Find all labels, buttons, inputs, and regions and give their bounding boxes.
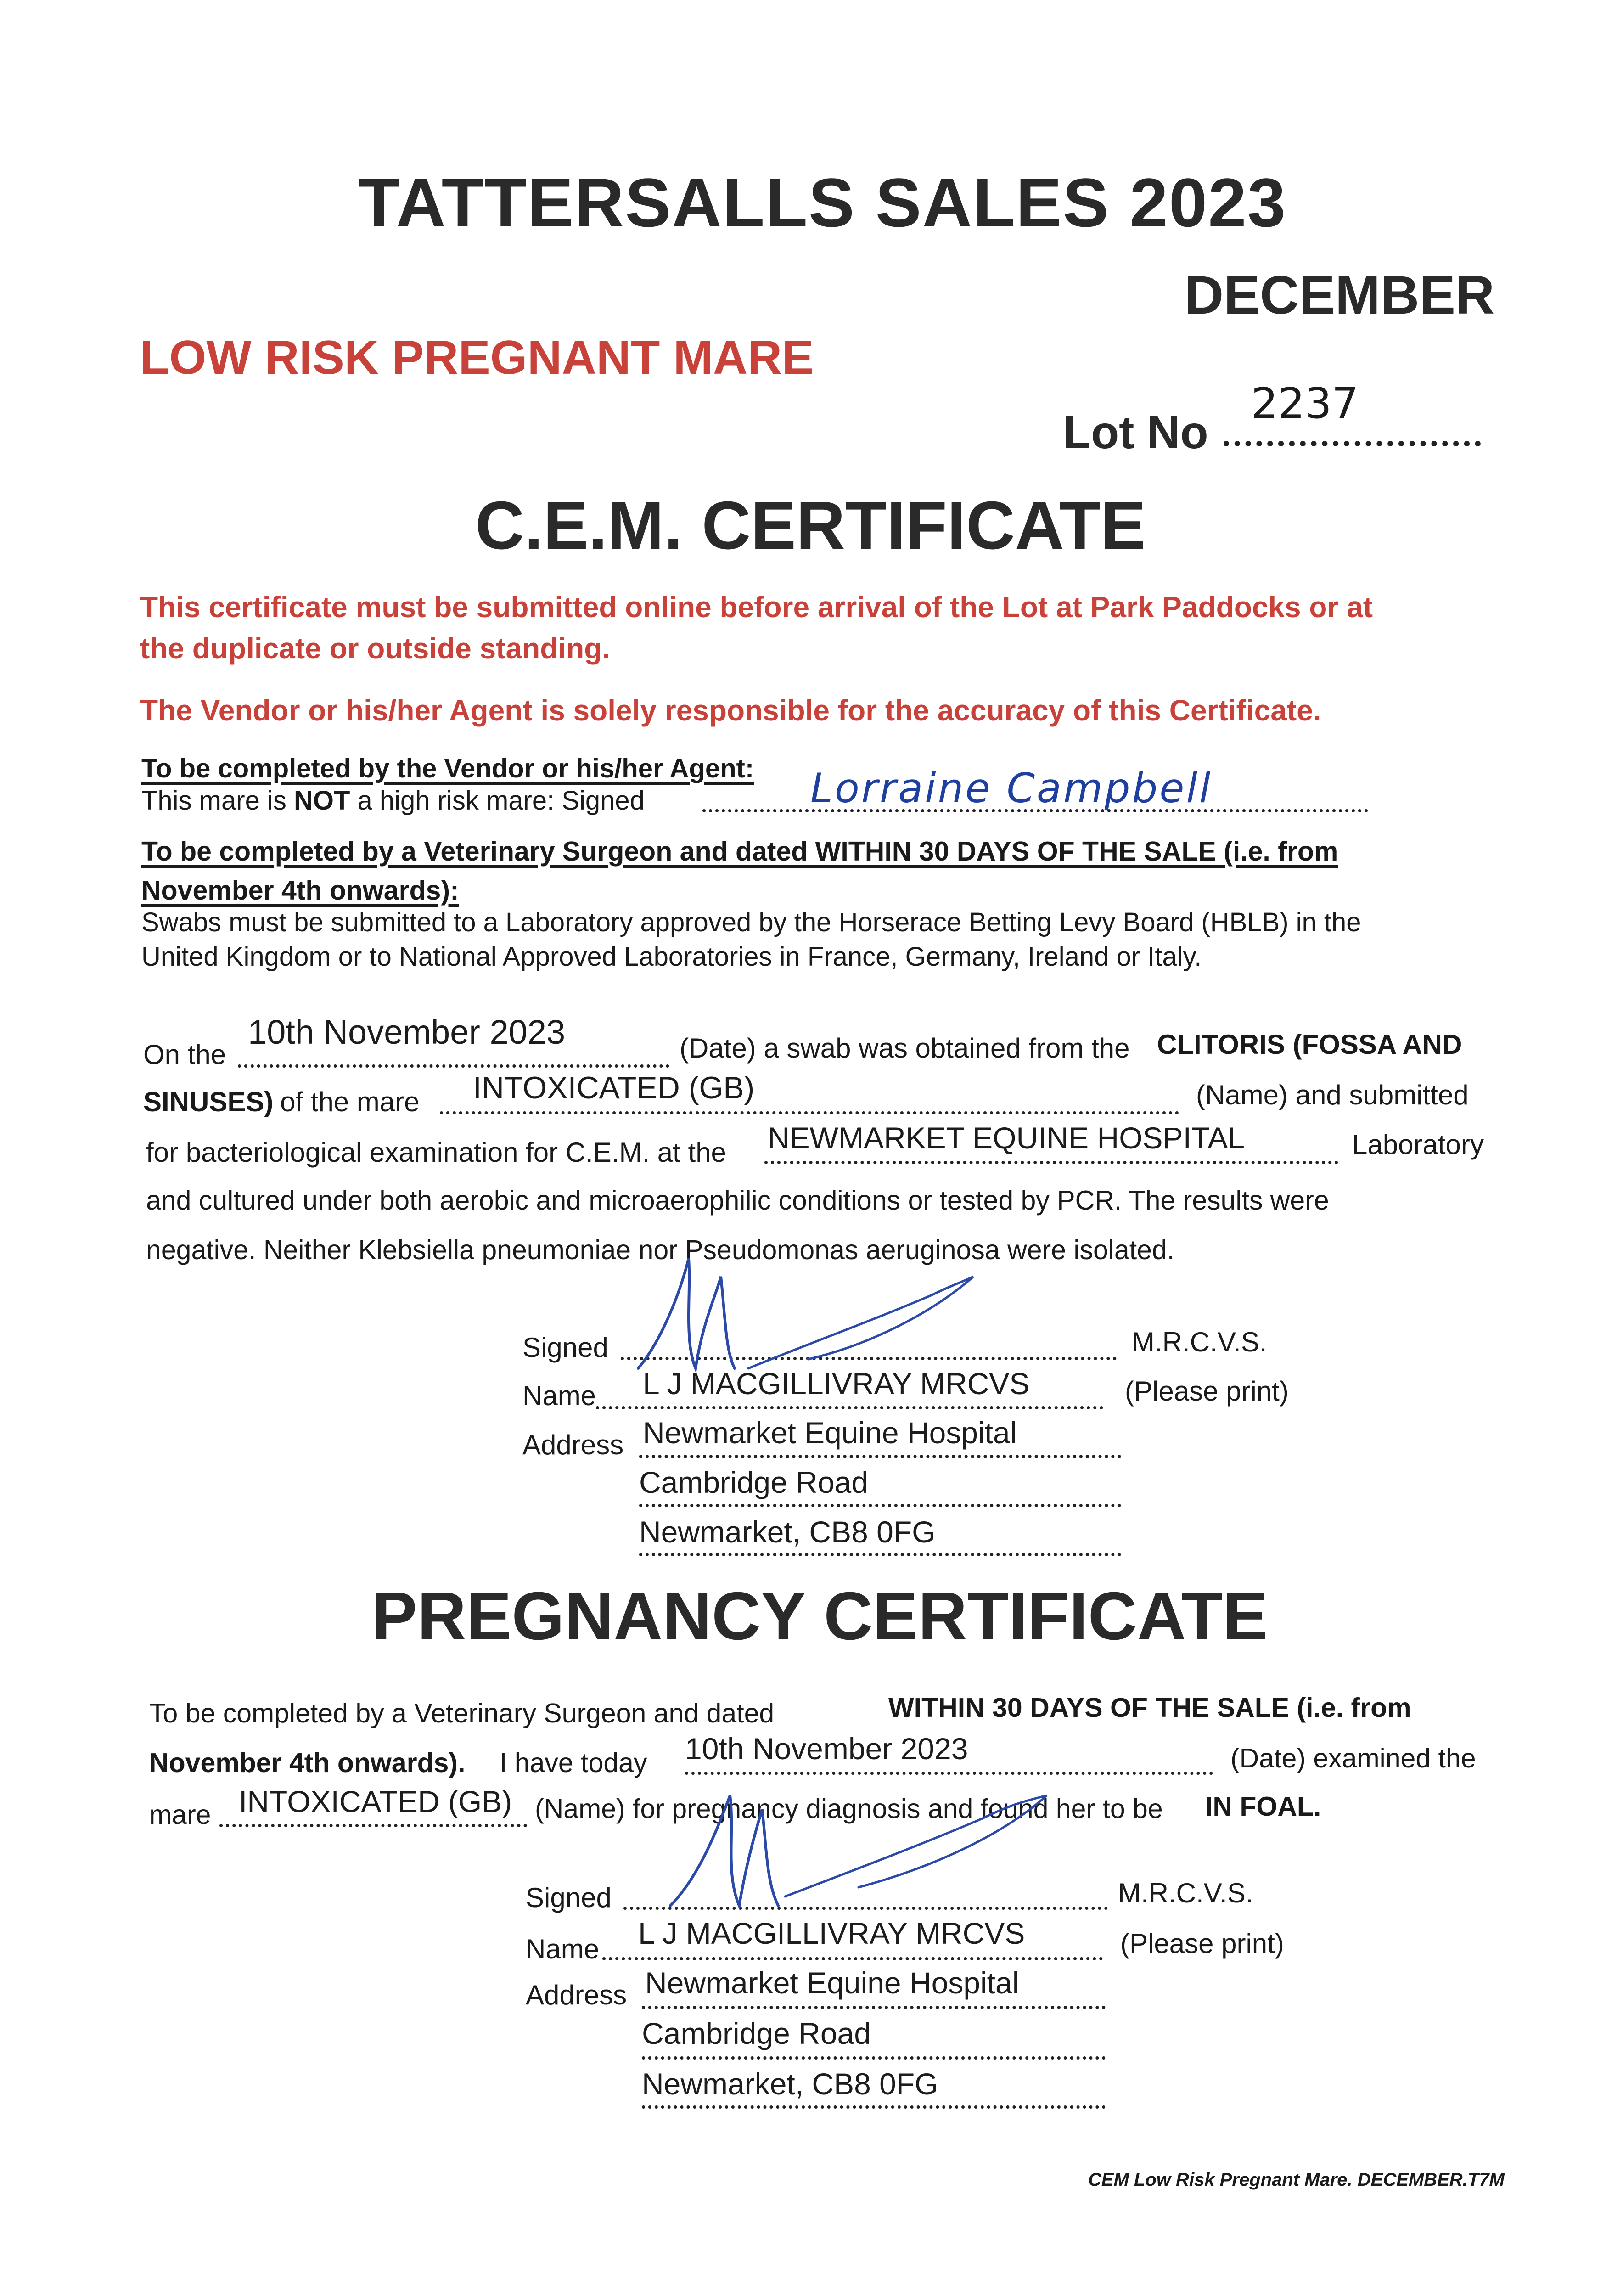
- preg-vet-signature: [652, 1759, 1065, 1924]
- cem-signed-label: Signed: [522, 1332, 608, 1363]
- vendor-heading: To be completed by the Vendor or his/her Agent:: [141, 754, 754, 783]
- cem-name-label: Name: [522, 1380, 596, 1411]
- sinuses-label: SINUSES): [143, 1086, 274, 1117]
- vendor-declaration-not: NOT: [293, 786, 350, 816]
- lot-number-value: 2237: [1251, 379, 1359, 428]
- laboratory-label: Laboratory: [1352, 1129, 1484, 1160]
- vendor-signature: Lorraine Campbell: [810, 765, 1213, 812]
- preg-vet-name-value: L J MACGILLIVRAY MRCVS: [638, 1916, 1025, 1950]
- swab-date-line: [238, 1064, 669, 1068]
- preg-address-3: Newmarket, CB8 0FG: [642, 2067, 938, 2101]
- pregnancy-mare-line: [219, 1824, 527, 1827]
- vendor-declaration: [141, 785, 645, 816]
- cem-address-1: Newmarket Equine Hospital: [643, 1416, 1017, 1450]
- cem-address-3: Newmarket, CB8 0FG: [639, 1515, 936, 1549]
- pregnancy-line-2b: I have today: [500, 1748, 647, 1778]
- preg-name-line: [602, 1957, 1103, 1960]
- preg-name-label: Name: [526, 1934, 600, 1964]
- preg-address-2: Cambridge Road: [642, 2016, 871, 2050]
- pregnancy-line-1a: To be completed by a Veterinary Surgeon and dated: [149, 1698, 775, 1728]
- cem-address-2: Cambridge Road: [639, 1465, 868, 1499]
- vet-heading-line-2: November 4th onwards):: [141, 875, 459, 906]
- cem-title: C.E.M. CERTIFICATE: [475, 488, 1146, 563]
- sale-month: DECEMBER: [1185, 265, 1495, 326]
- preg-address-1: Newmarket Equine Hospital: [645, 1966, 1019, 2000]
- preg-address-line-2: [642, 2056, 1106, 2060]
- lot-number-line: [1224, 441, 1481, 446]
- cem-vet-name-value: L J MACGILLIVRAY MRCVS: [643, 1367, 1030, 1401]
- preg-signed-label: Signed: [526, 1882, 612, 1913]
- cem-address-line-3: [639, 1553, 1121, 1556]
- vendor-declaration-1: This mare is: [141, 786, 294, 816]
- vendor-declaration-2: a high risk mare: Signed: [350, 786, 645, 816]
- cem-mare-name-value: INTOXICATED (GB): [473, 1070, 755, 1105]
- pregnancy-line-2c: (Date) examined the: [1230, 1743, 1476, 1773]
- on-the-label: On the: [143, 1039, 226, 1070]
- clitoris-label: CLITORIS (FOSSA AND: [1157, 1029, 1462, 1060]
- cem-address-line-1: [639, 1455, 1121, 1458]
- sale-title: TATTERSALLS SALES 2023: [358, 164, 1287, 241]
- bacteriological-label: for bacteriological examination for C.E.M. at the: [146, 1137, 726, 1168]
- cem-mrcvs-label: M.R.C.V.S.: [1132, 1327, 1267, 1357]
- footer-reference: CEM Low Risk Pregnant Mare. DECEMBER.T7M: [1088, 2170, 1505, 2190]
- vet-heading-line-1: To be completed by a Veterinary Surgeon and dated WITHIN 30 DAYS OF THE SALE (i.e. from: [141, 836, 1338, 867]
- pregnancy-date-value: 10th November 2023: [685, 1732, 968, 1766]
- cem-please-print: (Please print): [1125, 1376, 1289, 1407]
- cem-name-line: [596, 1406, 1103, 1409]
- cem-notice-line-1: This certificate must be submitted online before arrival of the Lot at Park Paddocks or at: [140, 591, 1373, 624]
- pregnancy-line-1b: WITHIN 30 DAYS OF THE SALE (i.e. from: [888, 1693, 1411, 1723]
- negative-line: negative. Neither Klebsiella pneumoniae nor Pseudomonas aeruginosa were isolated.: [146, 1235, 1175, 1265]
- cem-mare-name-line: [440, 1111, 1179, 1114]
- pregnancy-mare-value: INTOXICATED (GB): [239, 1784, 512, 1818]
- lot-label: Lot No: [1063, 407, 1208, 458]
- preg-address-label: Address: [526, 1980, 627, 2010]
- pregnancy-mare-label: mare: [149, 1800, 211, 1830]
- laboratory-value: NEWMARKET EQUINE HOSPITAL: [768, 1121, 1245, 1155]
- pregnancy-title: PREGNANCY CERTIFICATE: [372, 1578, 1268, 1654]
- preg-please-print: (Please print): [1120, 1928, 1284, 1959]
- mare-category: LOW RISK PREGNANT MARE: [140, 331, 814, 384]
- cem-address-line-2: [639, 1504, 1121, 1507]
- cultured-line: and cultured under both aerobic and microaerophilic conditions or tested by PCR. The results were: [146, 1185, 1329, 1216]
- of-the-mare-label: of the mare: [280, 1086, 420, 1117]
- preg-address-line-3: [642, 2105, 1106, 2109]
- swabs-line-1: Swabs must be submitted to a Laboratory approved by the Horserace Betting Levy Board (HBLB) in the: [141, 907, 1361, 937]
- preg-mrcvs-label: M.R.C.V.S.: [1118, 1878, 1253, 1908]
- swab-date-value: 10th November 2023: [248, 1013, 566, 1051]
- preg-address-line-1: [642, 2006, 1106, 2009]
- name-and-submitted: (Name) and submitted: [1196, 1080, 1469, 1110]
- cem-responsibility-notice: The Vendor or his/her Agent is solely responsible for the accuracy of this Certificate.: [140, 694, 1321, 727]
- swabs-line-2: United Kingdom or to National Approved Laboratories in France, Germany, Ireland or Italy.: [141, 942, 1202, 972]
- cem-address-label: Address: [522, 1429, 624, 1460]
- cem-notice-line-2: the duplicate or outside standing.: [140, 632, 611, 665]
- pregnancy-line-2a: November 4th onwards).: [149, 1748, 466, 1778]
- pregnancy-line-3b: (Name) for pregnancy diagnosis and found her to be: [535, 1794, 1163, 1824]
- laboratory-line: [764, 1161, 1338, 1164]
- pregnancy-in-foal: IN FOAL.: [1205, 1791, 1321, 1822]
- swab-date-suffix: (Date) a swab was obtained from the: [680, 1033, 1130, 1064]
- cem-vet-signature: [611, 1231, 978, 1387]
